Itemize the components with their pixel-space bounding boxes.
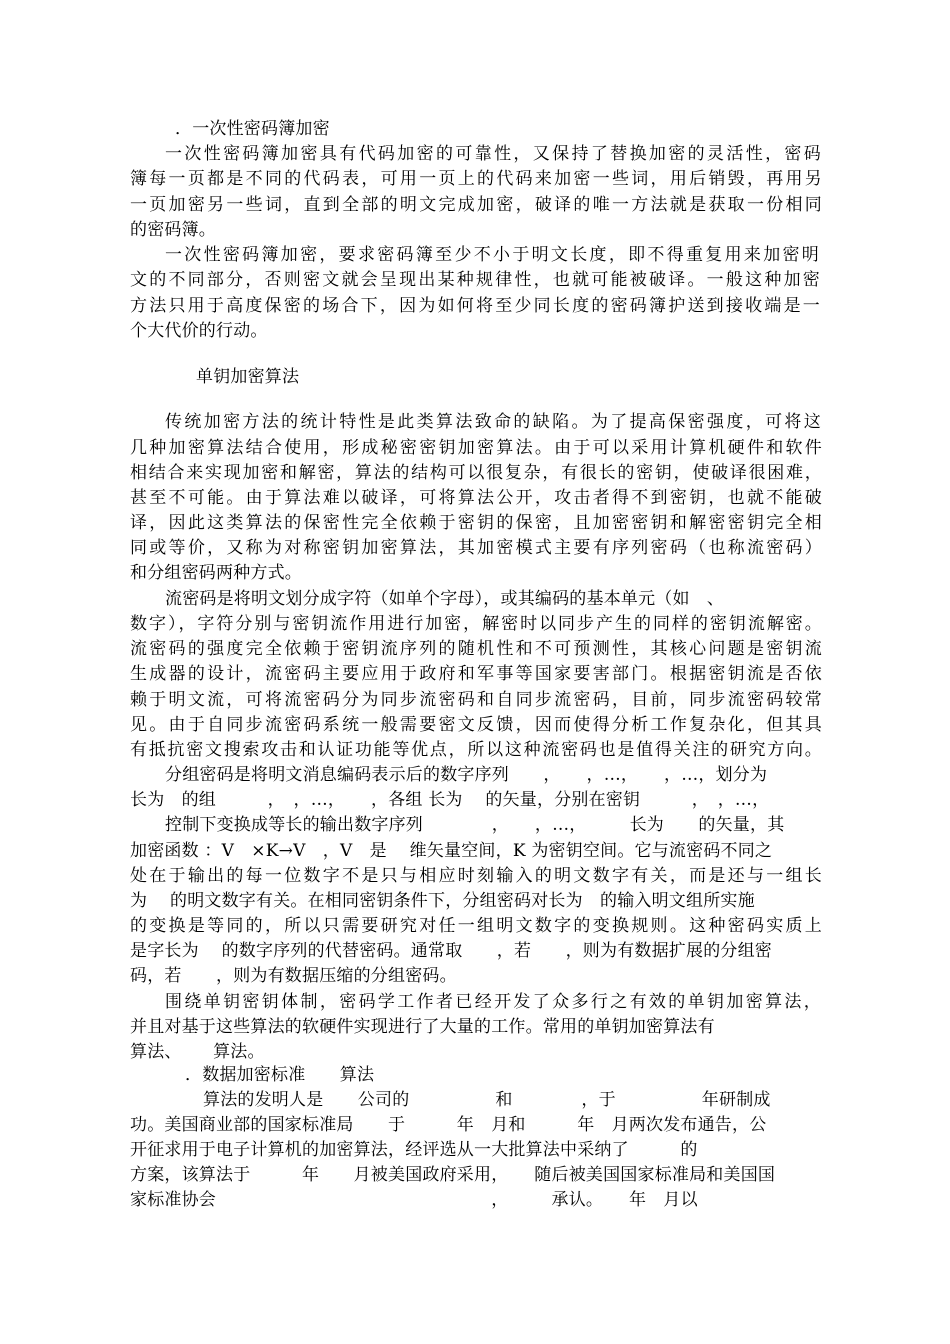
- paragraph-line: 算法、 算法。: [130, 1042, 265, 1062]
- paragraph-line: 生成器的设计，流密码主要应用于政府和军事等国家要害部门。根据密钥流是否依: [130, 664, 822, 684]
- paragraph-line: 围绕单钥密钥体制，密码学工作者已经开发了众多行之有效的单钥加密算法，: [165, 992, 821, 1012]
- paragraph-line: 和分组密码两种方式。: [130, 563, 302, 583]
- paragraph-line: 控制下变换成等长的输出数字序列 ， ，…， 长为 的矢量，其: [165, 815, 785, 835]
- paragraph-line: 流密码是将明文划分成字符（如单个字母），或其编码的基本单元（如 、: [165, 589, 725, 609]
- paragraph-line: 一次性密码簿加密具有代码加密的可靠性，又保持了替换加密的灵活性，密码: [165, 144, 821, 164]
- paragraph-line: 是字长为 的数字序列的代替密码。通常取 ，若 ，则为有数据扩展的分组密: [130, 941, 773, 961]
- paragraph-line: 的密码簿。: [130, 220, 216, 240]
- paragraph-line: 个大代价的行动。: [130, 321, 268, 341]
- paragraph-line: 文的不同部分，否则密文就会呈现出某种规律性，也就可能被破译。一般这种加密: [130, 270, 820, 290]
- paragraph-line: 赖于明文流，可将流密码分为同步流密码和自同步流密码，目前，同步流密码较常: [130, 690, 822, 710]
- section-heading: ．一次性密码簿加密: [175, 119, 330, 139]
- paragraph-line: 甚至不可能。由于算法难以破译，可将算法公开，攻击者得不到密钥，也就不能破: [130, 488, 822, 508]
- paragraph-line: 处在于输出的每一位数字不是只与相应时刻输入的明文数字有关，而是还与一组长: [130, 866, 822, 886]
- paragraph-line: 译，因此这类算法的保密性完全依赖于密钥的保密，且加密密钥和解密密钥完全相: [130, 513, 822, 533]
- section-heading: ．数据加密标准 算法: [185, 1065, 375, 1085]
- section-heading: 单钥加密算法: [196, 367, 300, 387]
- paragraph-line: 一次性密码簿加密，要求密码簿至少不小于明文长度，即不得重复用来加密明: [165, 245, 819, 265]
- paragraph-line: 有抵抗密文搜索攻击和认证功能等优点，所以这种流密码也是值得关注的研究方向。: [130, 740, 822, 760]
- paragraph-line: 长为 的组 ， ，…， ，各组 长为 的矢量，分别在密钥 ， ，…，: [130, 790, 770, 810]
- paragraph-line: 方法只用于高度保密的场合下，因为如何将至少同长度的密码簿护送到接收端是一: [130, 296, 820, 316]
- paragraph-line: 见。由于自同步流密码系统一般需要密文反馈，因而使得分析工作复杂化，但其具: [130, 715, 822, 735]
- paragraph-line: 传统加密方法的统计特性是此类算法致命的缺陷。为了提高保密强度，可将这: [165, 412, 821, 432]
- paragraph-line: 相结合来实现加密和解密，算法的结构可以很复杂，有很长的密钥，使破译很困难，: [130, 463, 822, 483]
- paragraph-line: 功。美国商业部的国家标准局 于 年 月和 年 月两次发布通告，公: [130, 1115, 767, 1135]
- paragraph-line: 算法的发明人是 公司的 和 ，于 年研制成: [203, 1090, 771, 1110]
- paragraph-line: 一页加密另一些词，直到全部的明文完成加密，破译的唯一方法就是获取一份相同: [130, 195, 822, 215]
- paragraph-line: 几种加密算法结合使用，形成秘密密钥加密算法。由于可以采用计算机硬件和软件: [130, 438, 822, 458]
- paragraph-line: 码，若 ，则为有数据压缩的分组密码。: [130, 966, 457, 986]
- paragraph-line: 同或等价，又称为对称密钥加密算法，其加密模式主要有序列密码（也称流密码）: [130, 538, 822, 558]
- paragraph-line: 加密函数 ：V ×K→V ，V 是 维矢量空间，K 为密钥空间。它与流密码不同之: [130, 841, 773, 861]
- paragraph-line: 家标准协会 ， 承认。 年 月以: [130, 1190, 698, 1210]
- paragraph-line: 并且对基于这些算法的软硬件实现进行了大量的工作。常用的单钥加密算法有: [130, 1017, 715, 1037]
- paragraph-line: 开征求用于电子计算机的加密算法，经评选从一大批算法中采纳了 的: [130, 1140, 698, 1160]
- paragraph-line: 的变换是等同的，所以只需要研究对任一组明文数字的变换规则。这种密码实质上: [130, 916, 822, 936]
- paragraph-line: 为 的明文数字有关。在相同密钥条件下，分组密码对长为 的输入明文组所实施: [130, 891, 755, 911]
- paragraph-line: 簿每一页都是不同的代码表，可用一页上的代码来加密一些词，用后销毁，再用另: [130, 169, 822, 189]
- paragraph-line: 分组密码是将明文消息编码表示后的数字序列 ， ，…， ，…，划分为: [165, 765, 768, 785]
- paragraph-line: 方案，该算法于 年 月被美国政府采用， 随后被美国国家标准局和美国国: [130, 1165, 776, 1185]
- paragraph-line: 流密码的强度完全依赖于密钥流序列的随机性和不可预测性，其核心问题是密钥流: [130, 639, 822, 659]
- paragraph-line: 数字），字符分别与密钥流作用进行加密，解密时以同步产生的同样的密钥流解密。: [130, 614, 822, 634]
